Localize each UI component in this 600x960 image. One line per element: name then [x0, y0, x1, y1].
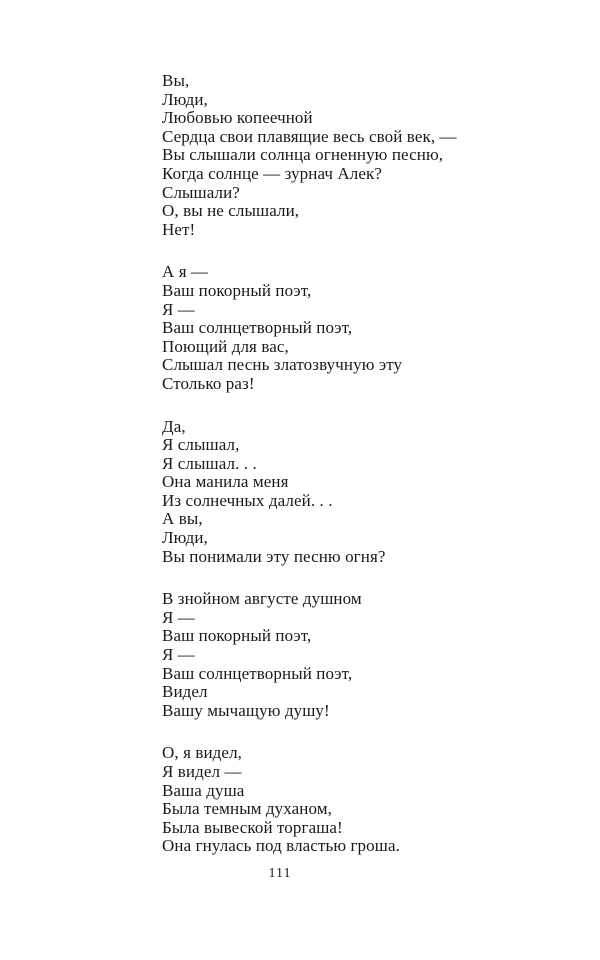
poem-line: Слышал песнь златозвучную эту: [162, 355, 403, 375]
poem-line: А я —: [162, 262, 209, 282]
poem-line: Видел: [162, 682, 208, 702]
poem-line: Ваш покорный поэт,: [162, 626, 312, 646]
poem-line: Из солнечных далей. . .: [162, 490, 333, 510]
poem-line: Да,: [162, 416, 186, 436]
poem-line: Когда солнце — зурнач Алек?: [162, 163, 383, 183]
poem-line: Ваш солнцетворный поэт,: [162, 663, 353, 683]
poem-line: Я —: [162, 607, 195, 627]
poem-line: Любовью копеечной: [162, 108, 313, 128]
poem-line: Вы,: [162, 71, 190, 90]
poem-line: В знойном августе душном: [162, 589, 362, 609]
poem-line: Ваш покорный поэт,: [162, 280, 312, 300]
poem-line: Я слышал,: [162, 435, 240, 455]
page-number: 111: [268, 866, 292, 881]
poem-text: [162, 72, 562, 880]
stanza-2: [162, 263, 562, 393]
poem-line: Была темным духаном,: [162, 799, 332, 819]
poem-line: Вы слышали солнца огненную песню,: [162, 145, 444, 165]
poem-line: Была вывеской торгаша!: [162, 817, 343, 837]
poem-line: Поющий для вас,: [162, 336, 289, 356]
poem-line: Я видел —: [162, 762, 242, 781]
poem-line: Люди,: [162, 89, 208, 109]
stanza-3: [162, 418, 562, 567]
poem-line: Столько раз!: [162, 373, 255, 393]
stanza-5: [162, 744, 562, 856]
poem-line: Вы понимали эту песню огня?: [162, 546, 386, 566]
poem-line: Ваша душа: [162, 780, 245, 800]
poem-line: Вашу мычащую душу!: [162, 700, 330, 720]
poem-line: О, я видел,: [162, 743, 242, 763]
poem-line: Нет!: [162, 219, 196, 239]
poem-line: Я —: [162, 645, 195, 665]
poem-line: Я —: [162, 299, 195, 319]
poem-line: Я слышал. . .: [162, 453, 257, 473]
poem-line: Ваш солнцетворный поэт,: [162, 318, 353, 338]
poem-line: Она манила меня: [162, 472, 289, 492]
poem-line: Люди,: [162, 528, 208, 548]
poem-line: А вы,: [162, 509, 203, 529]
poem-line: Слышали?: [162, 182, 240, 202]
stanza-1: [162, 72, 562, 239]
poem-line: Она гнулась под властью гроша.: [162, 836, 400, 856]
stanza-4: [162, 590, 562, 720]
poem-line: Сердца свои плавящие весь свой век, —: [162, 126, 457, 146]
poem-line: О, вы не слышали,: [162, 201, 300, 221]
